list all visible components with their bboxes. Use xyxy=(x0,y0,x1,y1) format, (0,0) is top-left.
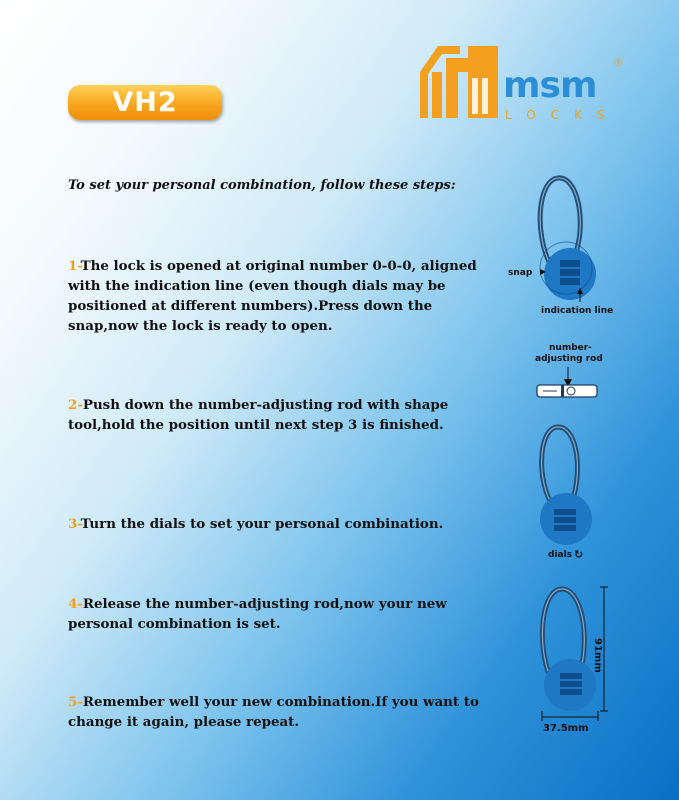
lock-figure-dials xyxy=(528,425,608,555)
dials-label: dials xyxy=(548,550,573,560)
model-badge: VH2 xyxy=(68,85,222,120)
lock-figure-dimensions xyxy=(530,585,620,725)
lock-figure-open xyxy=(530,172,610,302)
rotate-icon: ↻ xyxy=(574,548,584,561)
snap-arrow-icon: ▶ xyxy=(540,267,547,276)
step-1 xyxy=(68,256,488,336)
step-text: The lock is opened at original number 0-0-0, aligned with the indication line (even though dials may be positioned at different numbers).Press down the snap,now the lock is ready to open. xyxy=(68,258,477,334)
registered-mark: ® xyxy=(613,56,624,69)
step-text: Release the number-adjusting rod,now your new personal combination is set. xyxy=(68,596,447,632)
indication-line-label: indication line xyxy=(541,306,614,316)
step-number: 3- xyxy=(68,516,81,532)
step-3 xyxy=(68,514,488,534)
intro-text: To set your personal combination, follow these steps: xyxy=(68,178,456,193)
step-5 xyxy=(68,692,488,732)
step-number: 1- xyxy=(68,258,81,274)
step-number: 2- xyxy=(68,397,83,413)
step-number: 5- xyxy=(68,694,83,710)
brand-subtitle: LOCKS xyxy=(505,108,620,122)
step-4 xyxy=(68,594,488,634)
rod-label-line1: number- xyxy=(549,343,592,353)
step-text: Remember well your new combination.If you want to change it again, please repeat. xyxy=(68,694,479,730)
height-dimension-label: 91mm xyxy=(592,638,603,673)
width-dimension-label: 37.5mm xyxy=(543,723,589,734)
brand-name: msm xyxy=(503,65,597,106)
step-text: Push down the number-adjusting rod with shape tool,hold the position until next step 3 is finished. xyxy=(68,397,449,433)
step-text: Turn the dials to set your personal combination. xyxy=(80,516,444,532)
snap-label: snap xyxy=(508,268,533,278)
step-number: 4- xyxy=(68,596,83,612)
step-2 xyxy=(68,395,488,435)
adjusting-rod-figure xyxy=(535,365,605,401)
rod-label-line2: adjusting rod xyxy=(535,354,603,364)
